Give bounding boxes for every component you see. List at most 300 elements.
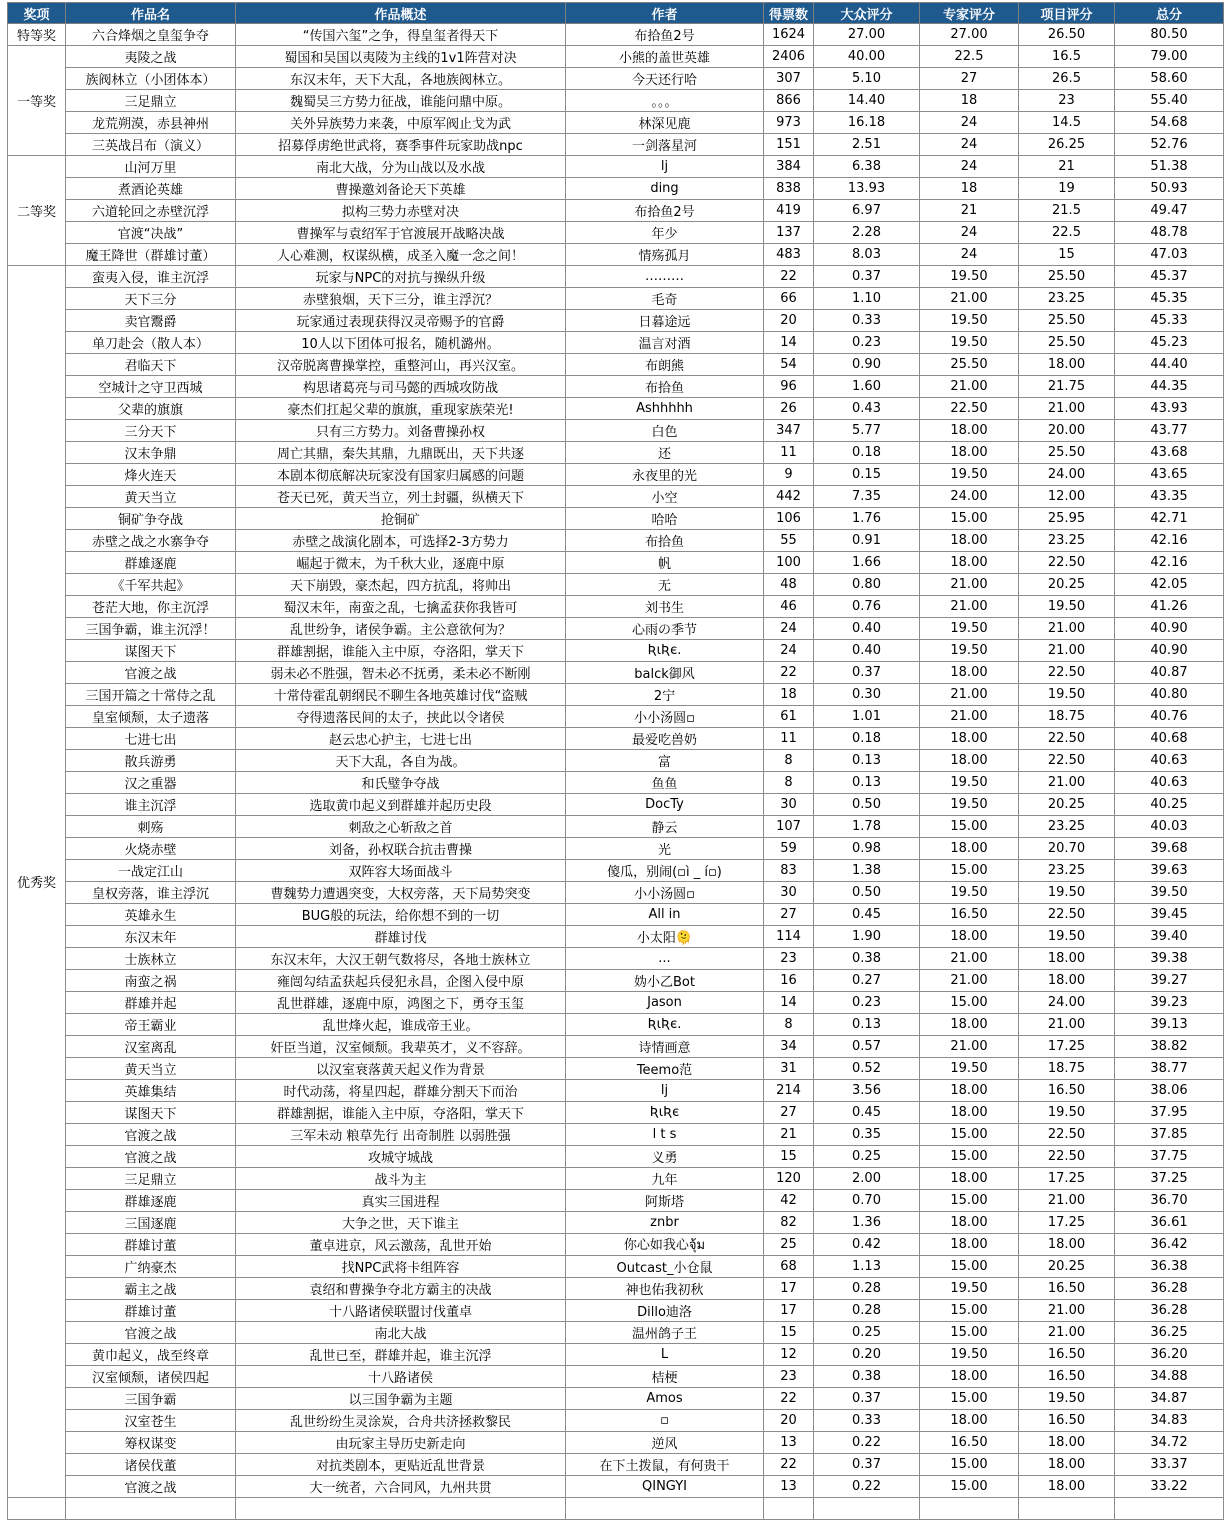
project-score-cell: 18.00 [1019, 1234, 1115, 1256]
table-row [8, 816, 1224, 838]
table-row [8, 1388, 1224, 1410]
table-row [8, 574, 1224, 596]
votes-cell: 24 [764, 640, 814, 662]
expert-score-cell: 19.50 [920, 332, 1019, 354]
votes-cell: 151 [764, 134, 814, 156]
public-score-cell: 0.28 [814, 1300, 920, 1322]
expert-score-cell: 21.00 [920, 684, 1019, 706]
total-score-cell: 37.75 [1115, 1146, 1224, 1168]
public-score-cell: 0.25 [814, 1322, 920, 1344]
author-cell: 阿斯塔 [566, 1190, 764, 1212]
work-name-cell: 官渡之战 [66, 1146, 236, 1168]
summary-cell: 对抗类剧本，更贴近乱世背景 [236, 1454, 566, 1476]
summary-cell: 找NPC武将卡组阵容 [236, 1256, 566, 1278]
table-row [8, 222, 1224, 244]
table-row [8, 1168, 1224, 1190]
table-row [8, 244, 1224, 266]
award-results-table [7, 2, 1224, 1520]
work-name-cell: 黄巾起义，战至终章 [66, 1344, 236, 1366]
table-row [8, 464, 1224, 486]
author-cell: 帆 [566, 552, 764, 574]
expert-score-cell: 15.00 [920, 1124, 1019, 1146]
author-cell: 布拾鱼2号 [566, 24, 764, 46]
votes-cell: 100 [764, 552, 814, 574]
author-cell: ……… [566, 266, 764, 288]
work-name-cell: 六合烽烟之皇玺争夺 [66, 24, 236, 46]
total-score-cell: 40.63 [1115, 750, 1224, 772]
votes-cell: 27 [764, 904, 814, 926]
author-cell: Teemo范 [566, 1058, 764, 1080]
work-name-cell: 刺殇 [66, 816, 236, 838]
expert-score-cell: 18.00 [920, 1366, 1019, 1388]
author-cell: 小小汤圆▫ [566, 706, 764, 728]
total-score-cell: 40.80 [1115, 684, 1224, 706]
project-score-cell: 25.50 [1019, 266, 1115, 288]
votes-cell: 15 [764, 1146, 814, 1168]
total-score-cell: 37.85 [1115, 1124, 1224, 1146]
expert-score-cell: 18.00 [920, 530, 1019, 552]
votes-cell: 24 [764, 618, 814, 640]
empty-cell [920, 1498, 1019, 1520]
table-row [8, 486, 1224, 508]
table-row [8, 882, 1224, 904]
expert-score-cell: 22.50 [920, 398, 1019, 420]
total-score-cell: 52.76 [1115, 134, 1224, 156]
public-score-cell: 0.13 [814, 1014, 920, 1036]
work-name-cell: 官渡之战 [66, 1476, 236, 1498]
public-score-cell: 0.90 [814, 354, 920, 376]
public-score-cell: 1.01 [814, 706, 920, 728]
project-score-cell: 23 [1019, 90, 1115, 112]
work-name-cell: 煮酒论英雄 [66, 178, 236, 200]
author-cell: ƦιƦє [566, 1102, 764, 1124]
summary-cell: 只有三方势力。刘备曹操孙权 [236, 420, 566, 442]
expert-score-cell: 24 [920, 134, 1019, 156]
summary-cell: 曹魏势力遭遇突变，大权旁落，天下局势突变 [236, 882, 566, 904]
table-row [8, 1080, 1224, 1102]
author-cell: 最爱吃兽奶 [566, 728, 764, 750]
summary-cell: 群雄讨伐 [236, 926, 566, 948]
work-name-cell: 一战定江山 [66, 860, 236, 882]
votes-cell: 30 [764, 794, 814, 816]
project-score-cell: 21.00 [1019, 1322, 1115, 1344]
total-score-cell: 39.68 [1115, 838, 1224, 860]
author-cell: 今天还行哈 [566, 68, 764, 90]
votes-cell: 9 [764, 464, 814, 486]
table-row [8, 948, 1224, 970]
summary-cell: 由玩家主导历史新走向 [236, 1432, 566, 1454]
author-cell: 桔梗 [566, 1366, 764, 1388]
table-row [8, 288, 1224, 310]
summary-cell: 乱世烽火起，谁成帝王业。 [236, 1014, 566, 1036]
total-score-cell: 58.60 [1115, 68, 1224, 90]
project-score-cell: 16.50 [1019, 1278, 1115, 1300]
summary-cell: 玩家与NPC的对抗与操纵升级 [236, 266, 566, 288]
summary-cell: 雍闿勾结孟获起兵侵犯永昌，企图入侵中原 [236, 970, 566, 992]
work-name-cell: 东汉末年 [66, 926, 236, 948]
expert-score-cell: 19.50 [920, 1058, 1019, 1080]
votes-cell: 8 [764, 750, 814, 772]
summary-cell: 崛起于微末，为千秋大业，逐鹿中原 [236, 552, 566, 574]
summary-cell: 以汉室衰落黄天起义作为背景 [236, 1058, 566, 1080]
project-score-cell: 21.00 [1019, 640, 1115, 662]
total-score-cell: 40.68 [1115, 728, 1224, 750]
work-name-cell: 三分天下 [66, 420, 236, 442]
project-score-cell: 22.50 [1019, 1146, 1115, 1168]
votes-cell: 46 [764, 596, 814, 618]
table-row [8, 90, 1224, 112]
public-score-cell: 0.50 [814, 794, 920, 816]
author-cell: 年少 [566, 222, 764, 244]
work-name-cell: 官渡之战 [66, 662, 236, 684]
expert-score-cell: 18.00 [920, 1102, 1019, 1124]
total-score-cell: 43.35 [1115, 486, 1224, 508]
project-score-cell: 22.5 [1019, 222, 1115, 244]
project-score-cell: 21.00 [1019, 398, 1115, 420]
summary-cell: 周亡其鼎，秦失其鼎，九鼎既出，天下共逐 [236, 442, 566, 464]
work-name-cell: 英雄永生 [66, 904, 236, 926]
votes-cell: 14 [764, 992, 814, 1014]
total-score-cell: 45.37 [1115, 266, 1224, 288]
work-name-cell: 黄天当立 [66, 486, 236, 508]
total-score-cell: 38.82 [1115, 1036, 1224, 1058]
author-cell: znbr [566, 1212, 764, 1234]
expert-score-cell: 18.00 [920, 728, 1019, 750]
work-name-cell: 父辈的旗旗 [66, 398, 236, 420]
public-score-cell: 6.38 [814, 156, 920, 178]
project-score-cell: 26.25 [1019, 134, 1115, 156]
award-cell: 一等奖 [8, 46, 66, 156]
votes-cell: 347 [764, 420, 814, 442]
table-row [8, 860, 1224, 882]
expert-score-cell: 19.50 [920, 640, 1019, 662]
total-score-cell: 47.03 [1115, 244, 1224, 266]
public-score-cell: 0.13 [814, 772, 920, 794]
table-row [8, 706, 1224, 728]
votes-cell: 2406 [764, 46, 814, 68]
expert-score-cell: 18.00 [920, 838, 1019, 860]
work-name-cell: 龙荒朔漠，赤县神州 [66, 112, 236, 134]
author-cell: 妫小乙Bot [566, 970, 764, 992]
table-row [8, 662, 1224, 684]
project-score-cell: 16.50 [1019, 1410, 1115, 1432]
project-score-cell: 23.25 [1019, 288, 1115, 310]
author-cell: 静云 [566, 816, 764, 838]
total-score-cell: 42.71 [1115, 508, 1224, 530]
public-score-cell: 2.28 [814, 222, 920, 244]
work-name-cell: 皇室倾颓，太子遗落 [66, 706, 236, 728]
project-score-cell: 18.00 [1019, 948, 1115, 970]
votes-cell: 15 [764, 1322, 814, 1344]
project-score-cell: 21.00 [1019, 1300, 1115, 1322]
public-score-cell: 3.56 [814, 1080, 920, 1102]
total-score-cell: 34.87 [1115, 1388, 1224, 1410]
award-cell: 二等奖 [8, 156, 66, 266]
public-score-cell: 1.38 [814, 860, 920, 882]
project-score-cell: 16.50 [1019, 1366, 1115, 1388]
table-row [8, 904, 1224, 926]
project-score-cell: 22.50 [1019, 552, 1115, 574]
summary-cell: 选取黄巾起义到群雄并起历史段 [236, 794, 566, 816]
expert-score-cell: 15.00 [920, 1256, 1019, 1278]
votes-cell: 114 [764, 926, 814, 948]
votes-cell: 66 [764, 288, 814, 310]
summary-cell: 十八路诸侯 [236, 1366, 566, 1388]
author-cell: 温州鸽子王 [566, 1322, 764, 1344]
author-cell: l t s [566, 1124, 764, 1146]
summary-cell: 苍天已死，黄天当立，列土封疆，纵横天下 [236, 486, 566, 508]
votes-cell: 34 [764, 1036, 814, 1058]
table-row [8, 1410, 1224, 1432]
total-score-cell: 43.68 [1115, 442, 1224, 464]
project-score-cell: 25.50 [1019, 442, 1115, 464]
header-row [8, 3, 1224, 24]
work-name-cell: 铜矿争夺战 [66, 508, 236, 530]
project-score-cell: 19.50 [1019, 926, 1115, 948]
summary-cell: 乱世已至，群雄并起，谁主沉浮 [236, 1344, 566, 1366]
work-name-cell: 谋图天下 [66, 640, 236, 662]
table-row [8, 970, 1224, 992]
total-score-cell: 36.20 [1115, 1344, 1224, 1366]
work-name-cell: 三国逐鹿 [66, 1212, 236, 1234]
summary-cell: 奸臣当道，汉室倾颓。我辈英才，义不容辞。 [236, 1036, 566, 1058]
total-score-cell: 42.16 [1115, 552, 1224, 574]
table-row [8, 200, 1224, 222]
total-score-cell: 40.90 [1115, 618, 1224, 640]
total-score-cell: 55.40 [1115, 90, 1224, 112]
total-score-cell: 38.06 [1115, 1080, 1224, 1102]
empty-row [8, 1498, 1224, 1520]
work-name-cell: 南蛮之祸 [66, 970, 236, 992]
public-score-cell: 0.38 [814, 948, 920, 970]
votes-cell: 27 [764, 1102, 814, 1124]
expert-score-cell: 21.00 [920, 376, 1019, 398]
votes-cell: 59 [764, 838, 814, 860]
expert-score-cell: 15.00 [920, 1476, 1019, 1498]
public-score-cell: 0.33 [814, 1410, 920, 1432]
project-score-cell: 23.25 [1019, 860, 1115, 882]
expert-score-cell: 18 [920, 178, 1019, 200]
public-score-cell: 0.25 [814, 1146, 920, 1168]
expert-score-cell: 24.00 [920, 486, 1019, 508]
author-cell: 哈哈 [566, 508, 764, 530]
summary-cell: 乱世群雄，逐鹿中原，鸿图之下，勇夺玉玺 [236, 992, 566, 1014]
public-score-cell: 0.33 [814, 310, 920, 332]
empty-cell [66, 1498, 236, 1520]
summary-cell: 10人以下团体可报名，随机潞州。 [236, 332, 566, 354]
expert-score-cell: 24 [920, 156, 1019, 178]
total-score-cell: 79.00 [1115, 46, 1224, 68]
project-score-cell: 23.25 [1019, 816, 1115, 838]
expert-score-cell: 18.00 [920, 1014, 1019, 1036]
public-score-cell: 0.98 [814, 838, 920, 860]
public-score-cell: 0.91 [814, 530, 920, 552]
table-row [8, 1124, 1224, 1146]
work-name-cell: 君临天下 [66, 354, 236, 376]
total-score-cell: 40.87 [1115, 662, 1224, 684]
expert-score-cell: 24 [920, 244, 1019, 266]
public-score-cell: 7.35 [814, 486, 920, 508]
empty-cell [236, 1498, 566, 1520]
table-row [8, 1278, 1224, 1300]
table-row [8, 1432, 1224, 1454]
work-name-cell: 筹权谋变 [66, 1432, 236, 1454]
votes-cell: 838 [764, 178, 814, 200]
table-row [8, 1476, 1224, 1498]
expert-score-cell: 18.00 [920, 926, 1019, 948]
summary-cell: 夺得遗落民间的太子，挟此以令诸侯 [236, 706, 566, 728]
table-row [8, 1234, 1224, 1256]
work-name-cell: 皇权旁落，谁主浮沉 [66, 882, 236, 904]
total-score-cell: 33.37 [1115, 1454, 1224, 1476]
public-score-cell: 13.93 [814, 178, 920, 200]
work-name-cell: 士族林立 [66, 948, 236, 970]
summary-cell: 三军未动 粮草先行 出奇制胜 以弱胜强 [236, 1124, 566, 1146]
public-score-cell: 0.45 [814, 1102, 920, 1124]
table-body [8, 24, 1224, 1520]
work-name-cell: 诸侯伐董 [66, 1454, 236, 1476]
empty-cell [764, 1498, 814, 1520]
table-row [8, 750, 1224, 772]
table-row [8, 1344, 1224, 1366]
votes-cell: 48 [764, 574, 814, 596]
total-score-cell: 43.93 [1115, 398, 1224, 420]
project-score-cell: 25.50 [1019, 332, 1115, 354]
table-row [8, 46, 1224, 68]
summary-cell: 十八路诸侯联盟讨伐董卓 [236, 1300, 566, 1322]
public-score-cell: 1.36 [814, 1212, 920, 1234]
summary-cell: 天下崩毁，豪杰起，四方抗乱，将帅出 [236, 574, 566, 596]
votes-cell: 384 [764, 156, 814, 178]
votes-cell: 20 [764, 310, 814, 332]
project-score-cell: 22.50 [1019, 728, 1115, 750]
votes-cell: 22 [764, 266, 814, 288]
total-score-cell: 39.63 [1115, 860, 1224, 882]
empty-cell [566, 1498, 764, 1520]
expert-score-cell: 15.00 [920, 1190, 1019, 1212]
work-name-cell: 群雄并起 [66, 992, 236, 1014]
expert-score-cell: 24 [920, 222, 1019, 244]
expert-score-cell: 19.50 [920, 618, 1019, 640]
summary-cell: BUG般的玩法，给你想不到的一切 [236, 904, 566, 926]
empty-cell [8, 1498, 66, 1520]
votes-cell: 96 [764, 376, 814, 398]
public-score-cell: 0.27 [814, 970, 920, 992]
author-cell: Jason [566, 992, 764, 1014]
votes-cell: 22 [764, 1454, 814, 1476]
expert-score-cell: 18.00 [920, 662, 1019, 684]
work-name-cell: 三英战吕布（演义） [66, 134, 236, 156]
author-cell: ƦιƦє. [566, 1014, 764, 1036]
expert-score-cell: 21.00 [920, 288, 1019, 310]
work-name-cell: 汉室苍生 [66, 1410, 236, 1432]
header-votes: 得票数 [764, 3, 814, 24]
summary-cell: 蜀汉末年，南蛮之乱，七擒孟获你我皆可 [236, 596, 566, 618]
author-cell: 无 [566, 574, 764, 596]
votes-cell: 61 [764, 706, 814, 728]
work-name-cell: 官渡“决战” [66, 222, 236, 244]
header-author: 作者 [566, 3, 764, 24]
total-score-cell: 40.76 [1115, 706, 1224, 728]
work-name-cell: 七进七出 [66, 728, 236, 750]
work-name-cell: 三国争霸 [66, 1388, 236, 1410]
votes-cell: 214 [764, 1080, 814, 1102]
total-score-cell: 34.88 [1115, 1366, 1224, 1388]
work-name-cell: 谁主沉浮 [66, 794, 236, 816]
summary-cell: 曹操军与袁绍军于官渡展开战略决战 [236, 222, 566, 244]
total-score-cell: 43.77 [1115, 420, 1224, 442]
work-name-cell: 火烧赤壁 [66, 838, 236, 860]
project-score-cell: 22.50 [1019, 750, 1115, 772]
author-cell: lj [566, 1080, 764, 1102]
total-score-cell: 43.65 [1115, 464, 1224, 486]
expert-score-cell: 21.00 [920, 970, 1019, 992]
summary-cell: 战斗为主 [236, 1168, 566, 1190]
total-score-cell: 42.16 [1115, 530, 1224, 552]
project-score-cell: 22.50 [1019, 662, 1115, 684]
votes-cell: 17 [764, 1278, 814, 1300]
table-row [8, 1102, 1224, 1124]
public-score-cell: 0.37 [814, 1388, 920, 1410]
public-score-cell: 0.50 [814, 882, 920, 904]
summary-cell: 抢铜矿 [236, 508, 566, 530]
votes-cell: 120 [764, 1168, 814, 1190]
votes-cell: 442 [764, 486, 814, 508]
summary-cell: 招募俘虏绝世武将，赛季事件玩家助战npc [236, 134, 566, 156]
author-cell: All in [566, 904, 764, 926]
work-name-cell: 群雄讨董 [66, 1234, 236, 1256]
empty-cell [814, 1498, 920, 1520]
author-cell: Ashhhhh [566, 398, 764, 420]
expert-score-cell: 21.00 [920, 1036, 1019, 1058]
expert-score-cell: 18.00 [920, 1410, 1019, 1432]
summary-cell: 构思诸葛亮与司马懿的西城攻防战 [236, 376, 566, 398]
project-score-cell: 20.25 [1019, 1256, 1115, 1278]
table-row [8, 1146, 1224, 1168]
expert-score-cell: 21.00 [920, 574, 1019, 596]
project-score-cell: 25.50 [1019, 310, 1115, 332]
votes-cell: 866 [764, 90, 814, 112]
work-name-cell: 山河万里 [66, 156, 236, 178]
author-cell: balck御风 [566, 662, 764, 684]
public-score-cell: 0.37 [814, 662, 920, 684]
author-cell: 心雨の季节 [566, 618, 764, 640]
public-score-cell: 0.80 [814, 574, 920, 596]
expert-score-cell: 19.50 [920, 882, 1019, 904]
votes-cell: 30 [764, 882, 814, 904]
summary-cell: 赤壁狼烟，天下三分，谁主浮沉？ [236, 288, 566, 310]
work-name-cell: 谋图天下 [66, 1102, 236, 1124]
total-score-cell: 80.50 [1115, 24, 1224, 46]
author-cell: 日暮途远 [566, 310, 764, 332]
summary-cell: 魏蜀吴三方势力征战，谁能问鼎中原。 [236, 90, 566, 112]
expert-score-cell: 18.00 [920, 552, 1019, 574]
project-score-cell: 26.5 [1019, 68, 1115, 90]
author-cell: ƦιƦє. [566, 640, 764, 662]
votes-cell: 13 [764, 1432, 814, 1454]
project-score-cell: 19.50 [1019, 1388, 1115, 1410]
public-score-cell: 0.22 [814, 1432, 920, 1454]
expert-score-cell: 15.00 [920, 1146, 1019, 1168]
project-score-cell: 24.00 [1019, 464, 1115, 486]
expert-score-cell: 18 [920, 90, 1019, 112]
summary-cell: 拟构三势力赤壁对决 [236, 200, 566, 222]
work-name-cell: 单刀赴会（散人本） [66, 332, 236, 354]
table-row [8, 68, 1224, 90]
total-score-cell: 39.50 [1115, 882, 1224, 904]
author-cell: 2宁 [566, 684, 764, 706]
author-cell: 情殇孤月 [566, 244, 764, 266]
